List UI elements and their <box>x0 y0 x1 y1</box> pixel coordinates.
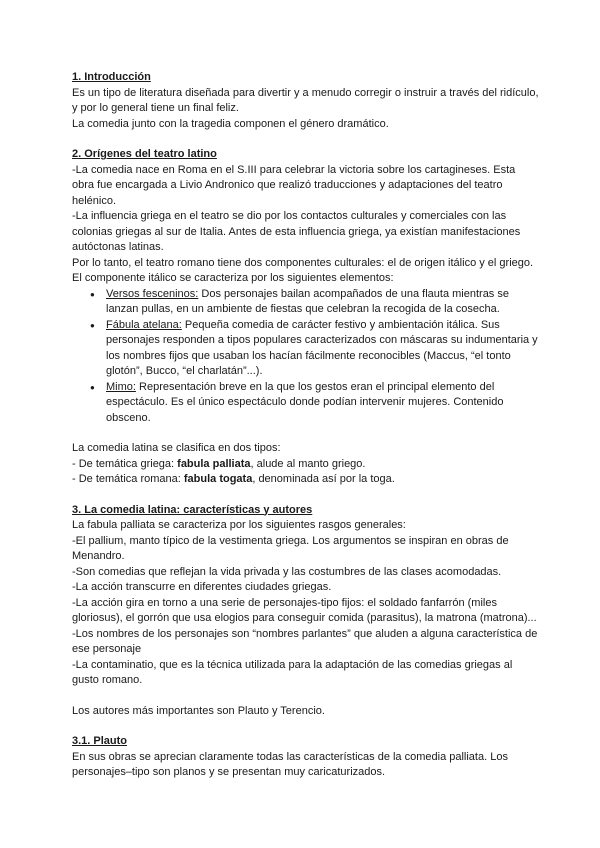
section-3-item: -La acción transcurre en diferentes ciudades griegas. <box>72 581 332 593</box>
type-2-prefix: - De temática romana: <box>72 473 184 485</box>
section-2-heading: 2. Orígenes del teatro latino <box>72 148 217 160</box>
section-3-1-heading: 3.1. Plauto <box>72 735 128 747</box>
list-item <box>106 287 540 318</box>
list-item-term: Versos fesceninos: <box>106 287 199 300</box>
list-item-text: Representación breve en la que los gestos eran el principal elemento del espectáculo. Es el único espectáculo donde podían intervenir mujeres. Contenido obsceno. <box>106 380 504 424</box>
section-3-item: -Los nombres de los personajes son “nombres parlantes” que aluden a alguna característica de ese personaje <box>72 627 538 655</box>
section-3-1-paragraph: En sus obras se aprecian claramente todas las características de la comedia palliata. Los personajes–tipo son planos y se presentan muy caricaturizados. <box>72 750 508 778</box>
type-1-suffix: , alude al manto griego. <box>250 457 366 470</box>
section-2-paragraph-2: -La influencia griega en el teatro se dio por los contactos culturales y comerciales con las colonias griegas al sur de Italia. Antes de esta influencia griega, ya existían manifestaciones autóctonas latinas. <box>72 210 521 253</box>
section-3-authors: Los autores más importantes son Plauto y Terencio. <box>72 704 325 717</box>
section-1-paragraph-2: La comedia junto con la tragedia componen el género dramático. <box>72 117 389 130</box>
type-2-suffix: , denominada así por la toga. <box>252 473 395 485</box>
list-item <box>106 380 540 427</box>
section-2-paragraph-4: El componente itálico se caracteriza por los siguientes elementos: <box>72 272 394 284</box>
classification-type-2 <box>72 472 540 488</box>
section-3-item: -La contaminatio, que es la técnica utilizada para la adaptación de las comedias griegas al gusto romano. <box>72 658 513 686</box>
section-3-item: -Son comedias que reflejan la vida privada y las costumbres de las clases acomodadas. <box>72 565 502 578</box>
list-item-text: Dos personajes bailan acompañados de una flauta mientras se lanzan pullas, en un ambiente de fiestas que celebran la recogida de la cosecha. <box>106 287 509 315</box>
list-item-text: Pequeña comedia de carácter festivo y ambientación itálica. Sus personajes responden a tipos populares caracterizados con máscaras su indumentaria y los nombres fijos que usaban los hacían fácilmente reconocibles (Maccus, “el tonto glotón”, Bucco, “el charlatán”...). <box>106 318 538 377</box>
classification-intro: La comedia latina se clasifica en dos tipos: <box>72 442 281 454</box>
italic-elements-list <box>72 287 540 427</box>
section-1-heading: 1. Introducción <box>72 71 151 83</box>
section-3-item: -La acción gira en torno a una serie de personajes-tipo fijos: el soldado fanfarrón (miles gloriosus), el gorrón que usa elogios para conseguir comida (parasitus), la matrona (matrona)... <box>72 596 537 624</box>
list-item <box>106 318 540 380</box>
section-3-intro: La fabula palliata se caracteriza por los siguientes rasgos generales: <box>72 519 406 531</box>
section-1-paragraph-1: Es un tipo de literatura diseñada para divertir y a menudo corregir o instruir a través del ridículo, y por lo general tiene un final feliz. <box>72 86 539 114</box>
section-2-paragraph-3: Por lo tanto, el teatro romano tiene dos componentes culturales: el de origen itálico y el griego. <box>72 256 534 269</box>
list-item-term: Fábula atelana: <box>106 318 182 331</box>
type-2-name: fabula togata <box>183 473 253 485</box>
section-3-heading: 3. La comedia latina: características y autores <box>72 503 313 516</box>
section-3-item: -El pallium, manto típico de la vestimenta griega. Los argumentos se inspiran en obras de Menandro. <box>72 534 509 562</box>
classification-type-1 <box>72 457 540 473</box>
section-2-paragraph-1: -La comedia nace en Roma en el S.III para celebrar la victoria sobre los cartagineses. Esta obra fue encargada a Livio Andronico que realizó traducciones y adaptaciones del teatro helénico. <box>72 163 516 207</box>
type-1-name: fabula palliata <box>177 457 251 470</box>
list-item-term: Mimo: <box>106 380 136 393</box>
type-1-prefix: - De temática griega: <box>72 457 178 470</box>
